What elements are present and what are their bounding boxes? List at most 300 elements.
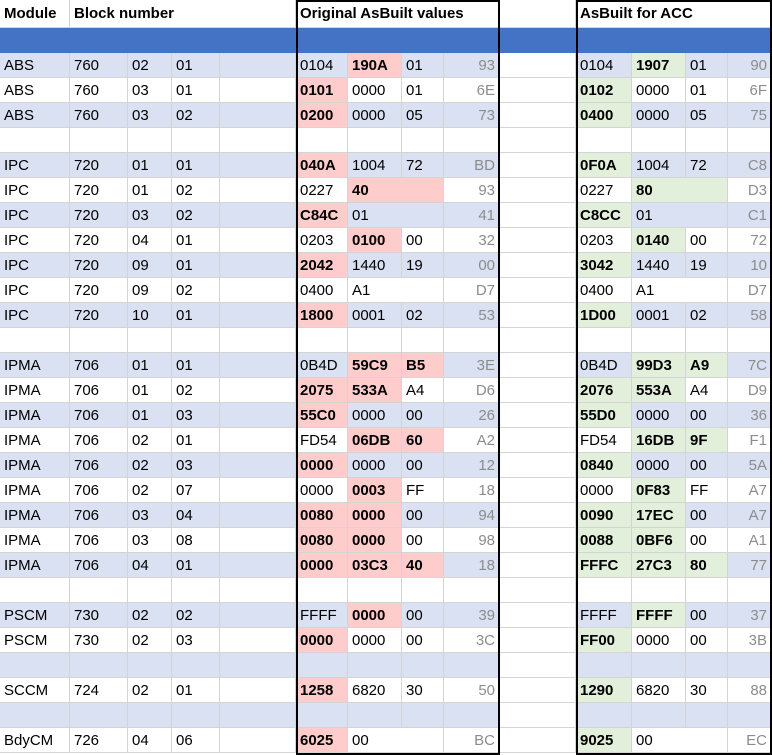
- original-cell[interactable]: 60: [402, 428, 444, 453]
- acc-cell[interactable]: 7C: [728, 353, 772, 378]
- empty-cell[interactable]: [70, 128, 128, 153]
- blue-cell[interactable]: [128, 28, 172, 53]
- empty-cell[interactable]: [296, 653, 348, 678]
- acc-cell[interactable]: 88: [728, 678, 772, 703]
- acc-cell[interactable]: 1907: [632, 53, 686, 78]
- block-cell[interactable]: 706: [70, 478, 128, 503]
- gap-cell[interactable]: [500, 528, 576, 553]
- empty-cell[interactable]: [220, 253, 296, 278]
- acc-cell[interactable]: 0000: [632, 103, 686, 128]
- module-cell[interactable]: ABS: [0, 103, 70, 128]
- original-cell[interactable]: 0104: [296, 53, 348, 78]
- empty-cell[interactable]: [500, 653, 576, 678]
- original-cell[interactable]: 6820: [348, 678, 402, 703]
- block-cell[interactable]: 03: [172, 628, 220, 653]
- acc-cell[interactable]: 3B: [728, 628, 772, 653]
- header-module[interactable]: Module: [0, 0, 70, 28]
- original-cell[interactable]: 03C3: [348, 553, 402, 578]
- blue-cell[interactable]: [348, 28, 402, 53]
- block-cell[interactable]: 02: [128, 628, 172, 653]
- gap-cell[interactable]: [500, 153, 576, 178]
- block-cell[interactable]: 07: [172, 478, 220, 503]
- block-cell[interactable]: 03: [128, 528, 172, 553]
- empty-cell[interactable]: [0, 328, 70, 353]
- block-cell[interactable]: 04: [172, 503, 220, 528]
- empty-cell[interactable]: [220, 653, 296, 678]
- original-cell[interactable]: 01: [348, 203, 444, 228]
- original-cell[interactable]: 72: [402, 153, 444, 178]
- acc-cell[interactable]: 0000: [632, 628, 686, 653]
- original-cell[interactable]: 93: [444, 178, 500, 203]
- empty-cell[interactable]: [500, 578, 576, 603]
- module-cell[interactable]: IPMA: [0, 478, 70, 503]
- gap-cell[interactable]: [500, 253, 576, 278]
- block-cell[interactable]: 04: [128, 228, 172, 253]
- original-cell[interactable]: 32: [444, 228, 500, 253]
- original-cell[interactable]: 40: [402, 553, 444, 578]
- gap-cell[interactable]: [500, 78, 576, 103]
- block-cell[interactable]: 02: [172, 278, 220, 303]
- module-cell[interactable]: IPC: [0, 178, 70, 203]
- empty-cell[interactable]: [220, 153, 296, 178]
- empty-cell[interactable]: [500, 128, 576, 153]
- block-cell[interactable]: 03: [172, 403, 220, 428]
- header-gap[interactable]: [500, 0, 576, 28]
- acc-cell[interactable]: 0400: [576, 278, 632, 303]
- acc-cell[interactable]: 9F: [686, 428, 728, 453]
- block-cell[interactable]: 706: [70, 503, 128, 528]
- acc-cell[interactable]: 17EC: [632, 503, 686, 528]
- original-cell[interactable]: D7: [444, 278, 500, 303]
- block-cell[interactable]: 03: [128, 503, 172, 528]
- acc-cell[interactable]: EC: [728, 728, 772, 753]
- acc-cell[interactable]: 10: [728, 253, 772, 278]
- block-cell[interactable]: 03: [128, 203, 172, 228]
- empty-cell[interactable]: [632, 128, 686, 153]
- module-cell[interactable]: IPMA: [0, 553, 70, 578]
- block-cell[interactable]: 02: [128, 603, 172, 628]
- block-cell[interactable]: 706: [70, 528, 128, 553]
- acc-cell[interactable]: 00: [686, 503, 728, 528]
- block-cell[interactable]: 01: [128, 378, 172, 403]
- acc-cell[interactable]: 00: [686, 403, 728, 428]
- original-cell[interactable]: 00: [402, 453, 444, 478]
- empty-cell[interactable]: [220, 528, 296, 553]
- original-cell[interactable]: FD54: [296, 428, 348, 453]
- blue-cell[interactable]: [70, 28, 128, 53]
- empty-cell[interactable]: [220, 328, 296, 353]
- empty-cell[interactable]: [686, 328, 728, 353]
- block-cell[interactable]: 02: [128, 428, 172, 453]
- module-cell[interactable]: IPC: [0, 253, 70, 278]
- block-cell[interactable]: 706: [70, 353, 128, 378]
- empty-cell[interactable]: [172, 128, 220, 153]
- original-cell[interactable]: 6E: [444, 78, 500, 103]
- empty-cell[interactable]: [220, 128, 296, 153]
- empty-cell[interactable]: [348, 128, 402, 153]
- acc-cell[interactable]: 01: [632, 203, 728, 228]
- acc-cell[interactable]: C1: [728, 203, 772, 228]
- original-cell[interactable]: 6025: [296, 728, 348, 753]
- original-cell[interactable]: 59C9: [348, 353, 402, 378]
- original-cell[interactable]: 00: [444, 253, 500, 278]
- empty-cell[interactable]: [220, 453, 296, 478]
- original-cell[interactable]: 98: [444, 528, 500, 553]
- acc-cell[interactable]: FF00: [576, 628, 632, 653]
- original-cell[interactable]: 40: [348, 178, 444, 203]
- module-cell[interactable]: IPMA: [0, 353, 70, 378]
- acc-cell[interactable]: 90: [728, 53, 772, 78]
- acc-cell[interactable]: C8: [728, 153, 772, 178]
- block-cell[interactable]: 720: [70, 153, 128, 178]
- empty-cell[interactable]: [70, 653, 128, 678]
- empty-cell[interactable]: [632, 703, 686, 728]
- acc-cell[interactable]: 9025: [576, 728, 632, 753]
- empty-cell[interactable]: [0, 703, 70, 728]
- empty-cell[interactable]: [220, 578, 296, 603]
- original-cell[interactable]: 30: [402, 678, 444, 703]
- empty-cell[interactable]: [402, 328, 444, 353]
- original-cell[interactable]: 00: [402, 628, 444, 653]
- original-cell[interactable]: 06DB: [348, 428, 402, 453]
- module-cell[interactable]: PSCM: [0, 628, 70, 653]
- gap-cell[interactable]: [500, 53, 576, 78]
- module-cell[interactable]: ABS: [0, 53, 70, 78]
- module-cell[interactable]: IPC: [0, 153, 70, 178]
- empty-cell[interactable]: [220, 228, 296, 253]
- original-cell[interactable]: 2042: [296, 253, 348, 278]
- original-cell[interactable]: 0000: [348, 503, 402, 528]
- original-cell[interactable]: 1004: [348, 153, 402, 178]
- acc-cell[interactable]: 3042: [576, 253, 632, 278]
- acc-cell[interactable]: A4: [686, 378, 728, 403]
- empty-cell[interactable]: [576, 653, 632, 678]
- acc-cell[interactable]: D9: [728, 378, 772, 403]
- empty-cell[interactable]: [444, 328, 500, 353]
- empty-cell[interactable]: [402, 578, 444, 603]
- acc-cell[interactable]: 75: [728, 103, 772, 128]
- original-cell[interactable]: 3C: [444, 628, 500, 653]
- block-cell[interactable]: 04: [128, 728, 172, 753]
- empty-cell[interactable]: [128, 128, 172, 153]
- module-cell[interactable]: IPC: [0, 303, 70, 328]
- acc-cell[interactable]: 5A: [728, 453, 772, 478]
- block-cell[interactable]: 706: [70, 453, 128, 478]
- empty-cell[interactable]: [0, 128, 70, 153]
- module-cell[interactable]: IPC: [0, 278, 70, 303]
- original-cell[interactable]: 1440: [348, 253, 402, 278]
- blue-cell[interactable]: [172, 28, 220, 53]
- empty-cell[interactable]: [296, 703, 348, 728]
- acc-cell[interactable]: 19: [686, 253, 728, 278]
- acc-cell[interactable]: 1290: [576, 678, 632, 703]
- block-cell[interactable]: 706: [70, 553, 128, 578]
- empty-cell[interactable]: [296, 128, 348, 153]
- acc-cell[interactable]: 30: [686, 678, 728, 703]
- gap-cell[interactable]: [500, 278, 576, 303]
- acc-cell[interactable]: 99D3: [632, 353, 686, 378]
- original-cell[interactable]: A4: [402, 378, 444, 403]
- empty-cell[interactable]: [70, 328, 128, 353]
- acc-cell[interactable]: 36: [728, 403, 772, 428]
- header-original-asbuilt[interactable]: Original AsBuilt values: [296, 0, 500, 28]
- empty-cell[interactable]: [128, 703, 172, 728]
- gap-cell[interactable]: [500, 228, 576, 253]
- block-cell[interactable]: 09: [128, 253, 172, 278]
- acc-cell[interactable]: 6820: [632, 678, 686, 703]
- acc-cell[interactable]: 00: [686, 628, 728, 653]
- original-cell[interactable]: 0400: [296, 278, 348, 303]
- acc-cell[interactable]: 0400: [576, 103, 632, 128]
- empty-cell[interactable]: [686, 703, 728, 728]
- acc-cell[interactable]: 00: [686, 528, 728, 553]
- original-cell[interactable]: 2075: [296, 378, 348, 403]
- block-cell[interactable]: 01: [172, 678, 220, 703]
- original-cell[interactable]: BD: [444, 153, 500, 178]
- acc-cell[interactable]: C8CC: [576, 203, 632, 228]
- empty-cell[interactable]: [128, 328, 172, 353]
- block-cell[interactable]: 720: [70, 303, 128, 328]
- block-cell[interactable]: 01: [172, 253, 220, 278]
- original-cell[interactable]: 1258: [296, 678, 348, 703]
- acc-cell[interactable]: 0203: [576, 228, 632, 253]
- original-cell[interactable]: BC: [444, 728, 500, 753]
- empty-cell[interactable]: [220, 353, 296, 378]
- module-cell[interactable]: IPC: [0, 228, 70, 253]
- empty-cell[interactable]: [220, 278, 296, 303]
- original-cell[interactable]: 00: [402, 403, 444, 428]
- acc-cell[interactable]: 0088: [576, 528, 632, 553]
- empty-cell[interactable]: [220, 403, 296, 428]
- block-cell[interactable]: 720: [70, 178, 128, 203]
- block-cell[interactable]: 720: [70, 203, 128, 228]
- blue-cell[interactable]: [220, 28, 296, 53]
- block-cell[interactable]: 06: [172, 728, 220, 753]
- block-cell[interactable]: 10: [128, 303, 172, 328]
- acc-cell[interactable]: 01: [686, 53, 728, 78]
- acc-cell[interactable]: 0000: [576, 478, 632, 503]
- block-cell[interactable]: 02: [128, 478, 172, 503]
- acc-cell[interactable]: 1440: [632, 253, 686, 278]
- block-cell[interactable]: 01: [172, 353, 220, 378]
- empty-cell[interactable]: [220, 428, 296, 453]
- gap-cell[interactable]: [500, 728, 576, 753]
- empty-cell[interactable]: [220, 728, 296, 753]
- original-cell[interactable]: 1800: [296, 303, 348, 328]
- empty-cell[interactable]: [220, 78, 296, 103]
- gap-cell[interactable]: [500, 678, 576, 703]
- acc-cell[interactable]: A9: [686, 353, 728, 378]
- acc-cell[interactable]: 01: [686, 78, 728, 103]
- block-cell[interactable]: 08: [172, 528, 220, 553]
- original-cell[interactable]: 0000: [296, 553, 348, 578]
- empty-cell[interactable]: [444, 703, 500, 728]
- original-cell[interactable]: 0000: [296, 628, 348, 653]
- acc-cell[interactable]: 0F83: [632, 478, 686, 503]
- original-cell[interactable]: 00: [402, 228, 444, 253]
- empty-cell[interactable]: [686, 578, 728, 603]
- original-cell[interactable]: 0000: [348, 528, 402, 553]
- block-cell[interactable]: 01: [172, 303, 220, 328]
- blue-cell[interactable]: [576, 28, 632, 53]
- original-cell[interactable]: 50: [444, 678, 500, 703]
- acc-cell[interactable]: 0227: [576, 178, 632, 203]
- empty-cell[interactable]: [632, 653, 686, 678]
- acc-cell[interactable]: 00: [686, 603, 728, 628]
- empty-cell[interactable]: [728, 703, 772, 728]
- block-cell[interactable]: 03: [172, 453, 220, 478]
- header-block-number[interactable]: Block number: [70, 0, 296, 28]
- acc-cell[interactable]: 27C3: [632, 553, 686, 578]
- blue-cell[interactable]: [728, 28, 772, 53]
- gap-cell[interactable]: [500, 478, 576, 503]
- block-cell[interactable]: 02: [172, 178, 220, 203]
- blue-cell[interactable]: [296, 28, 348, 53]
- original-cell[interactable]: 190A: [348, 53, 402, 78]
- acc-cell[interactable]: D3: [728, 178, 772, 203]
- original-cell[interactable]: 41: [444, 203, 500, 228]
- original-cell[interactable]: 040A: [296, 153, 348, 178]
- empty-cell[interactable]: [220, 378, 296, 403]
- acc-cell[interactable]: 00: [632, 728, 728, 753]
- original-cell[interactable]: 533A: [348, 378, 402, 403]
- acc-cell[interactable]: 55D0: [576, 403, 632, 428]
- acc-cell[interactable]: 02: [686, 303, 728, 328]
- module-cell[interactable]: IPC: [0, 203, 70, 228]
- empty-cell[interactable]: [632, 578, 686, 603]
- empty-cell[interactable]: [220, 203, 296, 228]
- original-cell[interactable]: 01: [402, 53, 444, 78]
- acc-cell[interactable]: 58: [728, 303, 772, 328]
- empty-cell[interactable]: [444, 128, 500, 153]
- original-cell[interactable]: 0000: [348, 103, 402, 128]
- gap-cell[interactable]: [500, 103, 576, 128]
- acc-cell[interactable]: 2076: [576, 378, 632, 403]
- original-cell[interactable]: 00: [402, 528, 444, 553]
- original-cell[interactable]: 0000: [348, 603, 402, 628]
- original-cell[interactable]: B5: [402, 353, 444, 378]
- block-cell[interactable]: 760: [70, 53, 128, 78]
- empty-cell[interactable]: [220, 553, 296, 578]
- empty-cell[interactable]: [348, 328, 402, 353]
- acc-cell[interactable]: 1D00: [576, 303, 632, 328]
- block-cell[interactable]: 720: [70, 278, 128, 303]
- block-cell[interactable]: 09: [128, 278, 172, 303]
- module-cell[interactable]: IPMA: [0, 403, 70, 428]
- empty-cell[interactable]: [686, 653, 728, 678]
- acc-cell[interactable]: 0BF6: [632, 528, 686, 553]
- original-cell[interactable]: 00: [402, 603, 444, 628]
- module-cell[interactable]: IPMA: [0, 528, 70, 553]
- module-cell[interactable]: ABS: [0, 78, 70, 103]
- empty-cell[interactable]: [348, 578, 402, 603]
- block-cell[interactable]: 01: [172, 228, 220, 253]
- empty-cell[interactable]: [70, 578, 128, 603]
- original-cell[interactable]: 26: [444, 403, 500, 428]
- original-cell[interactable]: 93: [444, 53, 500, 78]
- acc-cell[interactable]: FFFF: [632, 603, 686, 628]
- block-cell[interactable]: 02: [128, 53, 172, 78]
- empty-cell[interactable]: [296, 578, 348, 603]
- acc-cell[interactable]: 00: [686, 228, 728, 253]
- blue-cell[interactable]: [632, 28, 686, 53]
- block-cell[interactable]: 02: [128, 678, 172, 703]
- empty-cell[interactable]: [128, 653, 172, 678]
- acc-cell[interactable]: 0000: [632, 453, 686, 478]
- block-cell[interactable]: 01: [172, 153, 220, 178]
- empty-cell[interactable]: [444, 653, 500, 678]
- empty-cell[interactable]: [220, 678, 296, 703]
- block-cell[interactable]: 03: [128, 103, 172, 128]
- acc-cell[interactable]: 553A: [632, 378, 686, 403]
- original-cell[interactable]: 19: [402, 253, 444, 278]
- module-cell[interactable]: IPMA: [0, 453, 70, 478]
- original-cell[interactable]: A1: [348, 278, 444, 303]
- gap-cell[interactable]: [500, 203, 576, 228]
- empty-cell[interactable]: [220, 178, 296, 203]
- acc-cell[interactable]: A1: [632, 278, 728, 303]
- acc-cell[interactable]: 72: [728, 228, 772, 253]
- empty-cell[interactable]: [632, 328, 686, 353]
- module-cell[interactable]: IPMA: [0, 503, 70, 528]
- empty-cell[interactable]: [728, 128, 772, 153]
- block-cell[interactable]: 720: [70, 253, 128, 278]
- empty-cell[interactable]: [728, 328, 772, 353]
- original-cell[interactable]: 02: [402, 303, 444, 328]
- acc-cell[interactable]: A1: [728, 528, 772, 553]
- gap-cell[interactable]: [500, 403, 576, 428]
- empty-cell[interactable]: [728, 578, 772, 603]
- empty-cell[interactable]: [220, 478, 296, 503]
- block-cell[interactable]: 760: [70, 78, 128, 103]
- block-cell[interactable]: 730: [70, 603, 128, 628]
- empty-cell[interactable]: [348, 703, 402, 728]
- block-cell[interactable]: 04: [128, 553, 172, 578]
- block-cell[interactable]: 720: [70, 228, 128, 253]
- blue-cell[interactable]: [402, 28, 444, 53]
- acc-cell[interactable]: 72: [686, 153, 728, 178]
- gap-cell[interactable]: [500, 178, 576, 203]
- empty-cell[interactable]: [220, 53, 296, 78]
- block-cell[interactable]: 706: [70, 428, 128, 453]
- original-cell[interactable]: 0101: [296, 78, 348, 103]
- original-cell[interactable]: 12: [444, 453, 500, 478]
- empty-cell[interactable]: [686, 128, 728, 153]
- original-cell[interactable]: 0000: [348, 453, 402, 478]
- original-cell[interactable]: 94: [444, 503, 500, 528]
- original-cell[interactable]: 0080: [296, 528, 348, 553]
- empty-cell[interactable]: [296, 328, 348, 353]
- blue-cell[interactable]: [444, 28, 500, 53]
- block-cell[interactable]: 726: [70, 728, 128, 753]
- original-cell[interactable]: 53: [444, 303, 500, 328]
- acc-cell[interactable]: FFFC: [576, 553, 632, 578]
- empty-cell[interactable]: [500, 328, 576, 353]
- acc-cell[interactable]: 16DB: [632, 428, 686, 453]
- acc-cell[interactable]: A7: [728, 503, 772, 528]
- blue-cell[interactable]: [0, 28, 70, 53]
- empty-cell[interactable]: [576, 328, 632, 353]
- block-cell[interactable]: 03: [128, 78, 172, 103]
- acc-cell[interactable]: 00: [686, 453, 728, 478]
- module-cell[interactable]: BdyCM: [0, 728, 70, 753]
- original-cell[interactable]: 05: [402, 103, 444, 128]
- module-cell[interactable]: PSCM: [0, 603, 70, 628]
- blue-cell[interactable]: [500, 28, 576, 53]
- module-cell[interactable]: IPMA: [0, 378, 70, 403]
- original-cell[interactable]: 0000: [296, 478, 348, 503]
- empty-cell[interactable]: [220, 303, 296, 328]
